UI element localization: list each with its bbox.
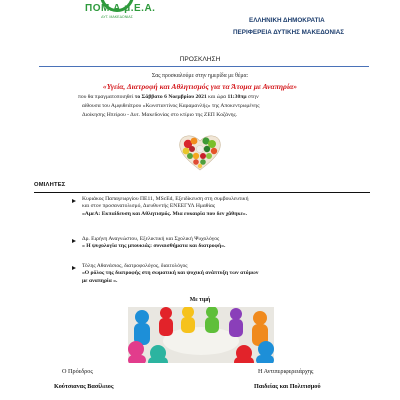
speaker-1-name: Κυριάκος Παπαγεωργίου ΠΕ11, MScEd, Εξειδίκευση στη συμβουλευτική [82, 196, 249, 202]
speakers-heading: ΟΜΙΛΗΤΕΣ [34, 182, 66, 188]
details-text: και ώρα [208, 94, 227, 100]
speakers-divider [34, 192, 370, 193]
details-text: που θα πραγματοποιηθεί [78, 94, 134, 100]
event-title: «Υγεία, Διατροφή και Αθλητισμός για τα Άτομα με Αναπηρία» [102, 82, 298, 91]
event-time: 11:30πμ [227, 94, 247, 100]
speaker-3-name: Τόλης Αθανάσιος, διατροφολόγος, διαιτολόγος [82, 263, 188, 269]
event-details-line2: αίθουσα του Αμφιθεάτρου «Κωνσταντίνος Καραμανλής» της Αποκεντρωμένης [82, 103, 260, 109]
right-signature-name: Παιδείας και Πολιτισμού [254, 383, 321, 390]
organization-logo-subtext: ΔΥΤ. ΜΑΚΕΔΟΝΙΑΣ [101, 15, 133, 19]
colorful-people-circle-image [128, 307, 274, 363]
header-line-republic: ΕΛΛΗΝΙΚΗ ΔΗΜΟΚΡΑΤΙΑ [249, 17, 325, 24]
speaker-2-talk: « Η ψυχολογία της μπουκιάς: συναισθήματα και διατροφή». [82, 243, 226, 250]
left-signature-name: Κούτσιαvας Βασίλειος [54, 383, 114, 390]
speaker-1-talk: «ΑμεΑ: Εκπαίδευση και Αθλητισμός. Μια ευκαιρία που δεν χάθηκε». [82, 210, 248, 217]
organization-logo-text: ΠΟΜ.Α.μ.Ε.Α. [85, 3, 156, 14]
invitation-title: ΠΡΟΣΚΛΗΣΗ [179, 56, 221, 63]
speaker-2 [82, 236, 382, 251]
header-line-region: ΠΕΡΙΦΕΡΕΙΑ ΔΥΤΙΚΗΣ ΜΑΚΕΔΟΝΙΑΣ [233, 29, 345, 36]
arrow-bullet-icon [72, 239, 76, 243]
left-signature-role: Ο Πρόεδρος [62, 368, 93, 375]
event-date: το Σάββατο 6 Νοεμβρίου 2021 [134, 94, 207, 100]
arrow-bullet-icon [72, 199, 76, 203]
right-signature-role: Η Αντιπεριφερειάρχης [258, 368, 314, 375]
speaker-1 [82, 196, 382, 218]
speaker-1-role: και στον προσανατολισμό, Διευθυντής ΕΝΕΕΓΥΛ Ημαθίας [82, 203, 216, 210]
speaker-3-talk-cont: με αναπηρία ». [82, 277, 118, 284]
closing-regards: Με τιμή [189, 297, 211, 303]
speaker-3-talk: «Ο ρόλος της διατροφής στη σωματική και ψυχική ανάπτυξη των ατόμων [82, 270, 259, 277]
speaker-3 [82, 263, 382, 285]
event-details-line3: Διοίκησης Ηπείρου - Δυτ. Μακεδονίας στο κτίριο της ΖΕΠ Κοζάνης. [82, 112, 238, 118]
title-divider [39, 66, 369, 67]
heart-of-fruits-image [176, 132, 224, 172]
speaker-2-name: Δρ. Ειρήνη Αναγνώστου, Εξελικτική και Σχολική Ψυχολόγος [82, 236, 220, 242]
invitation-intro: Σας προσκαλούμε στην ημερίδα με θέμα: [151, 73, 249, 79]
arrow-bullet-icon [72, 266, 76, 270]
event-details-line1 [78, 94, 378, 100]
details-text: στην [247, 94, 259, 100]
